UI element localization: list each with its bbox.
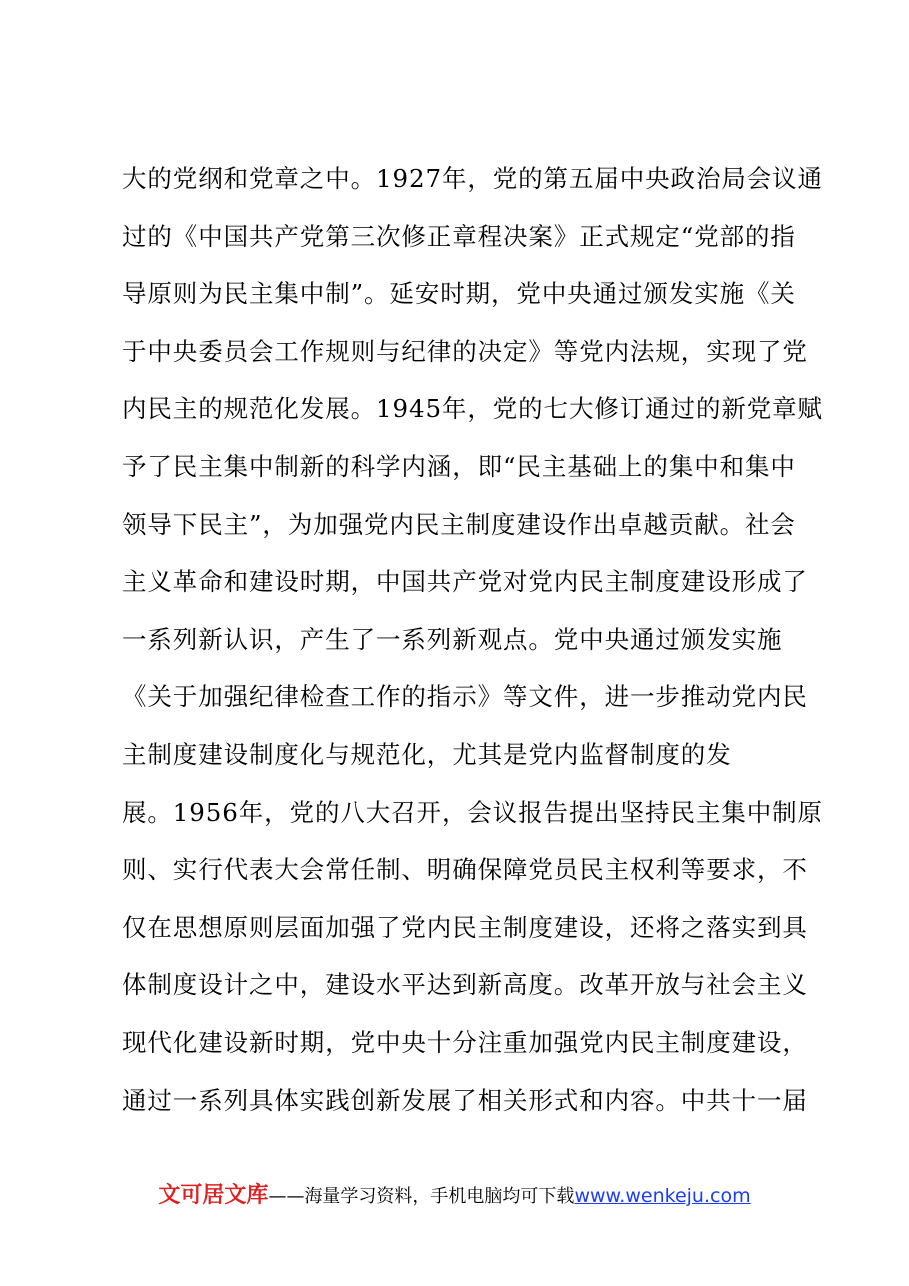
text-line: 主制度建设制度化与规范化，尤其是党内监督制度的发 <box>122 739 732 769</box>
text-line: 现代化建设新时期，党中央十分注重加强党内民主制度建设， <box>122 1027 808 1057</box>
text-line: 《关于加强纪律检查工作的指示》等文件，进一步推动党内民 <box>122 682 808 712</box>
page-footer <box>0 1178 909 1214</box>
text-line: 仅在思想原则层面加强了党内民主制度建设，还将之落实到具 <box>122 912 808 942</box>
text-line: 主义革命和建设时期，中国共产党对党内民主制度建设形成了 <box>122 567 808 597</box>
text-line: 予了民主集中制新的科学内涵，即“民主基础上的集中和集中 <box>122 451 796 481</box>
body-paragraph <box>122 150 823 1129</box>
text-line: 则、实行代表大会常任制、明确保障党员民主权利等要求，不 <box>122 855 808 885</box>
text-line: 于中央委员会工作规则与纪律的决定》等党内法规，实现了党 <box>122 336 808 366</box>
text-line: 体制度设计之中，建设水平达到新高度。改革开放与社会主义 <box>122 970 808 1000</box>
text-line: 大的党纲和党章之中。1927年，党的第五届中央政治局会议通 <box>122 164 823 193</box>
text-line: 导原则为民主集中制”。延安时期，党中央通过颁发实施《关 <box>122 279 796 309</box>
text-line: 领导下民主”，为加强党内民主制度建设作出卓越贡献。社会 <box>122 509 796 539</box>
text-line: 通过一系列具体实践创新发展了相关形式和内容。中共十一届 <box>122 1085 808 1115</box>
footer-website-link[interactable]: www.wenkeju.com <box>574 1185 751 1207</box>
text-line: 一系列新认识，产生了一系列新观点。党中央通过颁发实施 <box>122 624 783 654</box>
text-line: 展。1956年，党的八大召开，会议报告提出坚持民主集中制原 <box>122 797 823 827</box>
footer-tagline: ——海量学习资料，手机电脑均可下载 <box>268 1186 575 1207</box>
footer-brand: 文可居文库 <box>158 1183 269 1208</box>
text-line: 过的《中国共产党第三次修正章程决案》正式规定“党部的指 <box>122 221 796 251</box>
text-line: 内民主的规范化发展。1945年，党的七大修订通过的新党章赋 <box>122 394 823 424</box>
